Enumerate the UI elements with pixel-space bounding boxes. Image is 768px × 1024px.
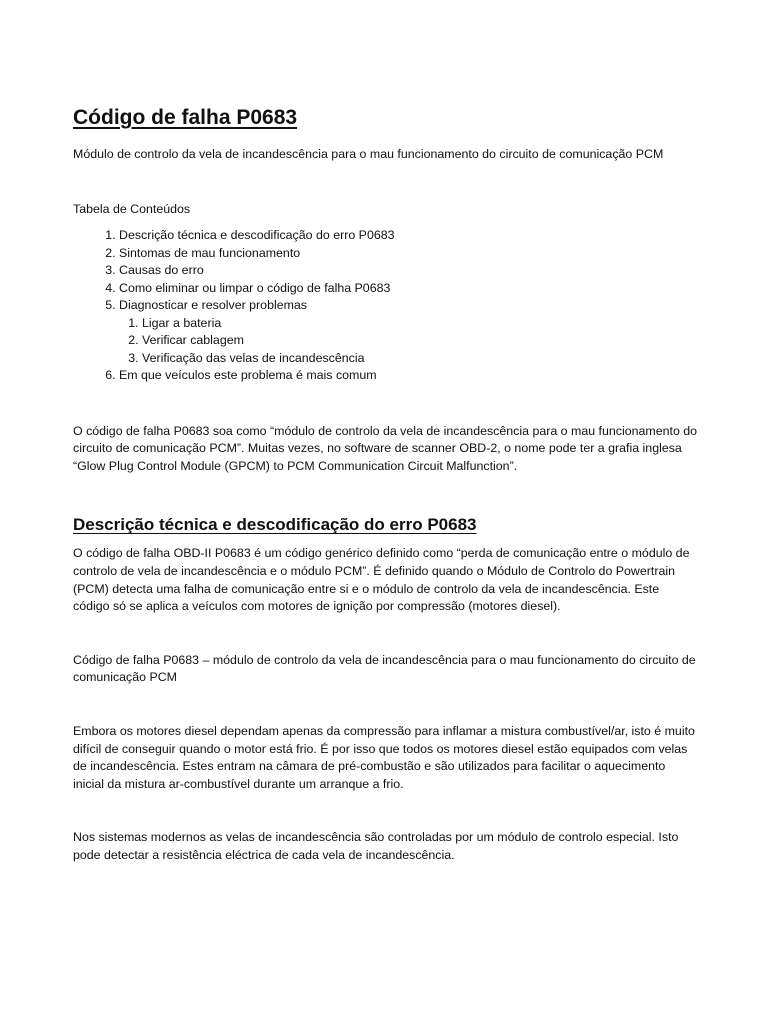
body-paragraph: Código de falha P0683 – módulo de controlo da vela de incandescência para o mau funcionamento do circuito de comunicação PCM	[73, 652, 696, 685]
page-subtitle: Módulo de controlo da vela de incandescência para o mau funcionamento do circuito de comunicação PCM	[73, 147, 664, 161]
body-paragraph: Embora os motores diesel dependam apenas da compressão para inflamar a mistura combustível/ar, isto é muito difícil de conseguir quando o motor está frio. É por isso que todos os motores diesel estão equipados com velas de incandescência. Estes entram na câmara de pré-combustão e são utilizados para facilitar o aquecimento inicial da mistura ar-combustível durante um arranque a frio.	[73, 724, 695, 791]
toc-item[interactable]: 3. Causas do erro	[119, 262, 698, 280]
intro-paragraph: O código de falha P0683 soa como “módulo de controlo da vela de incandescência para o mau funcionamento do circuito de comunicação PCM”. Muitas vezes, no software de scanner OBD-2, o nome pode ter a grafia inglesa “Glow Plug Control Module (GPCM) to PCM Communication Circuit Malfunction”.	[73, 423, 698, 473]
table-of-contents	[73, 227, 698, 385]
toc-subitem[interactable]: 1. Ligar a bateria	[142, 315, 698, 333]
toc-subitem[interactable]: 2. Verificar cablagem	[142, 332, 698, 350]
section-heading: Descrição técnica e descodificação do erro P0683	[73, 515, 477, 535]
toc-subitem[interactable]: 3. Verificação das velas de incandescência	[142, 350, 698, 368]
toc-item[interactable]: 6. Em que veículos este problema é mais comum	[119, 367, 698, 385]
page-title: Código de falha P0683	[73, 106, 298, 129]
toc-sublist	[119, 315, 698, 368]
toc-item[interactable]: 2. Sintomas de mau funcionamento	[119, 245, 698, 263]
body-paragraph: Nos sistemas modernos as velas de incandescência são controladas por um módulo de controlo especial. Isto pode detectar a resistência eléctrica de cada vela de incandescência.	[73, 830, 679, 862]
toc-item[interactable]: 1. Descrição técnica e descodificação do erro P0683	[119, 227, 698, 245]
toc-label: Tabela de Conteúdos	[73, 201, 191, 216]
body-paragraph: O código de falha OBD-II P0683 é um código genérico definido como “perda de comunicação entre o módulo de controlo de vela de incandescência e o módulo PCM”. É definido quando o Módulo de Controlo do Powertrain (PCM) detecta uma falha de comunicação entre si e o módulo de controlo da vela de incandescência. Este código só se aplica a veículos com motores de ignição por compressão (motores diesel).	[73, 546, 690, 614]
toc-item[interactable]: 5. Diagnosticar e resolver problemas 1. Ligar a bateria 2. Verificar cablagem 3. Verificação das velas de incandescência	[119, 297, 698, 367]
toc-item[interactable]: 4. Como eliminar ou limpar o código de falha P0683	[119, 280, 698, 298]
